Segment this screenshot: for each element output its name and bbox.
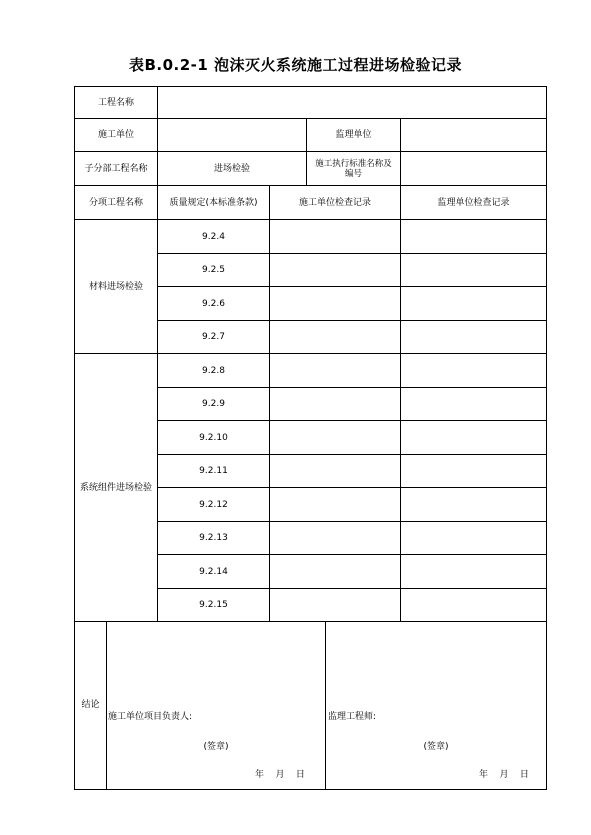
clause-cell: 9.2.15 (199, 600, 228, 610)
subproject-value: 进场检验 (213, 163, 250, 174)
construction-seal: (签章) (203, 742, 229, 752)
supervision-engineer-label: 监理工程师: (328, 712, 377, 722)
clause-cell: 9.2.13 (199, 533, 228, 543)
construction-unit-field[interactable] (158, 119, 306, 151)
standard-label (307, 152, 400, 185)
project-name-label: 工程名称 (97, 97, 134, 108)
supervision-unit-field[interactable] (401, 119, 546, 151)
standard-label-line: 编号 (344, 168, 362, 179)
column-header-quality: 质量规定(本标准条款) (169, 197, 258, 208)
construction-unit-label: 施工单位 (97, 130, 134, 140)
supervision-date: 年 月 日 (479, 770, 529, 780)
clause-cell: 9.2.14 (199, 566, 228, 577)
conclusion-label: 结论 (81, 700, 100, 710)
col-divider (400, 185, 401, 621)
standard-label-line: 施工执行标准名称及 (315, 158, 392, 169)
clause-cell: 9.2.8 (202, 365, 225, 376)
construction-manager-label: 施工单位项目负责人: (108, 712, 193, 722)
group-name-materials: 材料进场检验 (88, 281, 143, 292)
clause-cell: 9.2.6 (202, 298, 225, 309)
standard-field[interactable] (401, 152, 546, 185)
supervision-unit-label: 监理单位 (335, 130, 372, 140)
column-header-supervision-check: 监理单位检查记录 (437, 197, 510, 208)
column-header-item: 分项工程名称 (88, 197, 143, 208)
col-divider (269, 185, 270, 621)
clause-cell: 9.2.12 (199, 499, 228, 510)
page-title: 表B.0.2-1 泡沫灭火系统施工过程进场检验记录 (128, 56, 463, 74)
clause-cell: 9.2.10 (199, 432, 228, 443)
group-name-components: 系统组件进场检验 (79, 482, 152, 493)
clause-cell: 9.2.5 (202, 265, 225, 275)
column-header-construction-check: 施工单位检查记录 (298, 197, 371, 208)
supervision-seal: (签章) (423, 742, 449, 752)
row-divider (74, 621, 547, 622)
clause-cell: 9.2.11 (199, 466, 228, 476)
subproject-label: 子分部工程名称 (84, 163, 148, 174)
col-divider (106, 621, 107, 789)
project-name-field[interactable] (158, 87, 546, 118)
clause-cell: 9.2.4 (202, 231, 225, 242)
col-divider (325, 621, 326, 789)
clause-cell: 9.2.7 (202, 332, 225, 342)
clause-cell: 9.2.9 (202, 399, 225, 409)
construction-date: 年 月 日 (255, 770, 305, 780)
